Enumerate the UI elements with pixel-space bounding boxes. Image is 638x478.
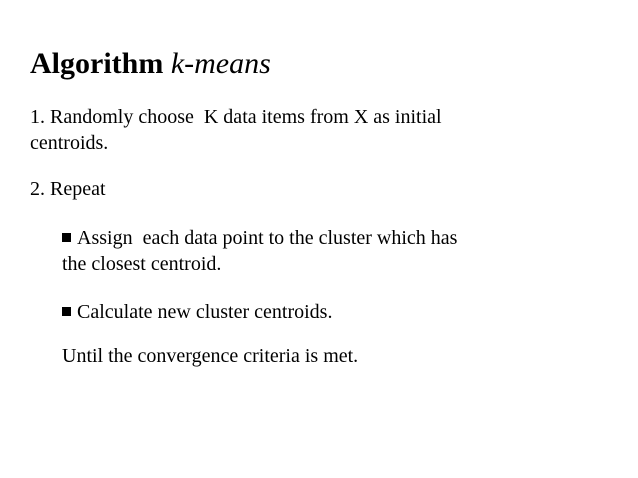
step-2 [30, 176, 106, 202]
square-bullet-icon [62, 307, 71, 316]
step-1-line-2: centroids. [30, 132, 109, 154]
assign-line-2: the closest centroid. [62, 253, 222, 275]
until-text: Until the convergence criteria is met. [62, 345, 359, 367]
step-1 [30, 104, 442, 156]
assign-line-1: Assign each data point to the cluster which has [77, 227, 458, 249]
step-2-label: 2. Repeat [30, 178, 106, 200]
calculate-text: Calculate new cluster centroids. [77, 301, 333, 323]
bullet-assign [62, 225, 457, 277]
slide-title [30, 46, 271, 82]
title-k-means: k-means [170, 47, 271, 80]
title-algorithm: Algorithm [30, 47, 164, 80]
step-1-line-1: 1. Randomly choose K data items from X as initial [30, 106, 442, 128]
until-condition [62, 343, 358, 369]
bullet-calculate [62, 299, 332, 325]
square-bullet-icon [62, 233, 71, 242]
